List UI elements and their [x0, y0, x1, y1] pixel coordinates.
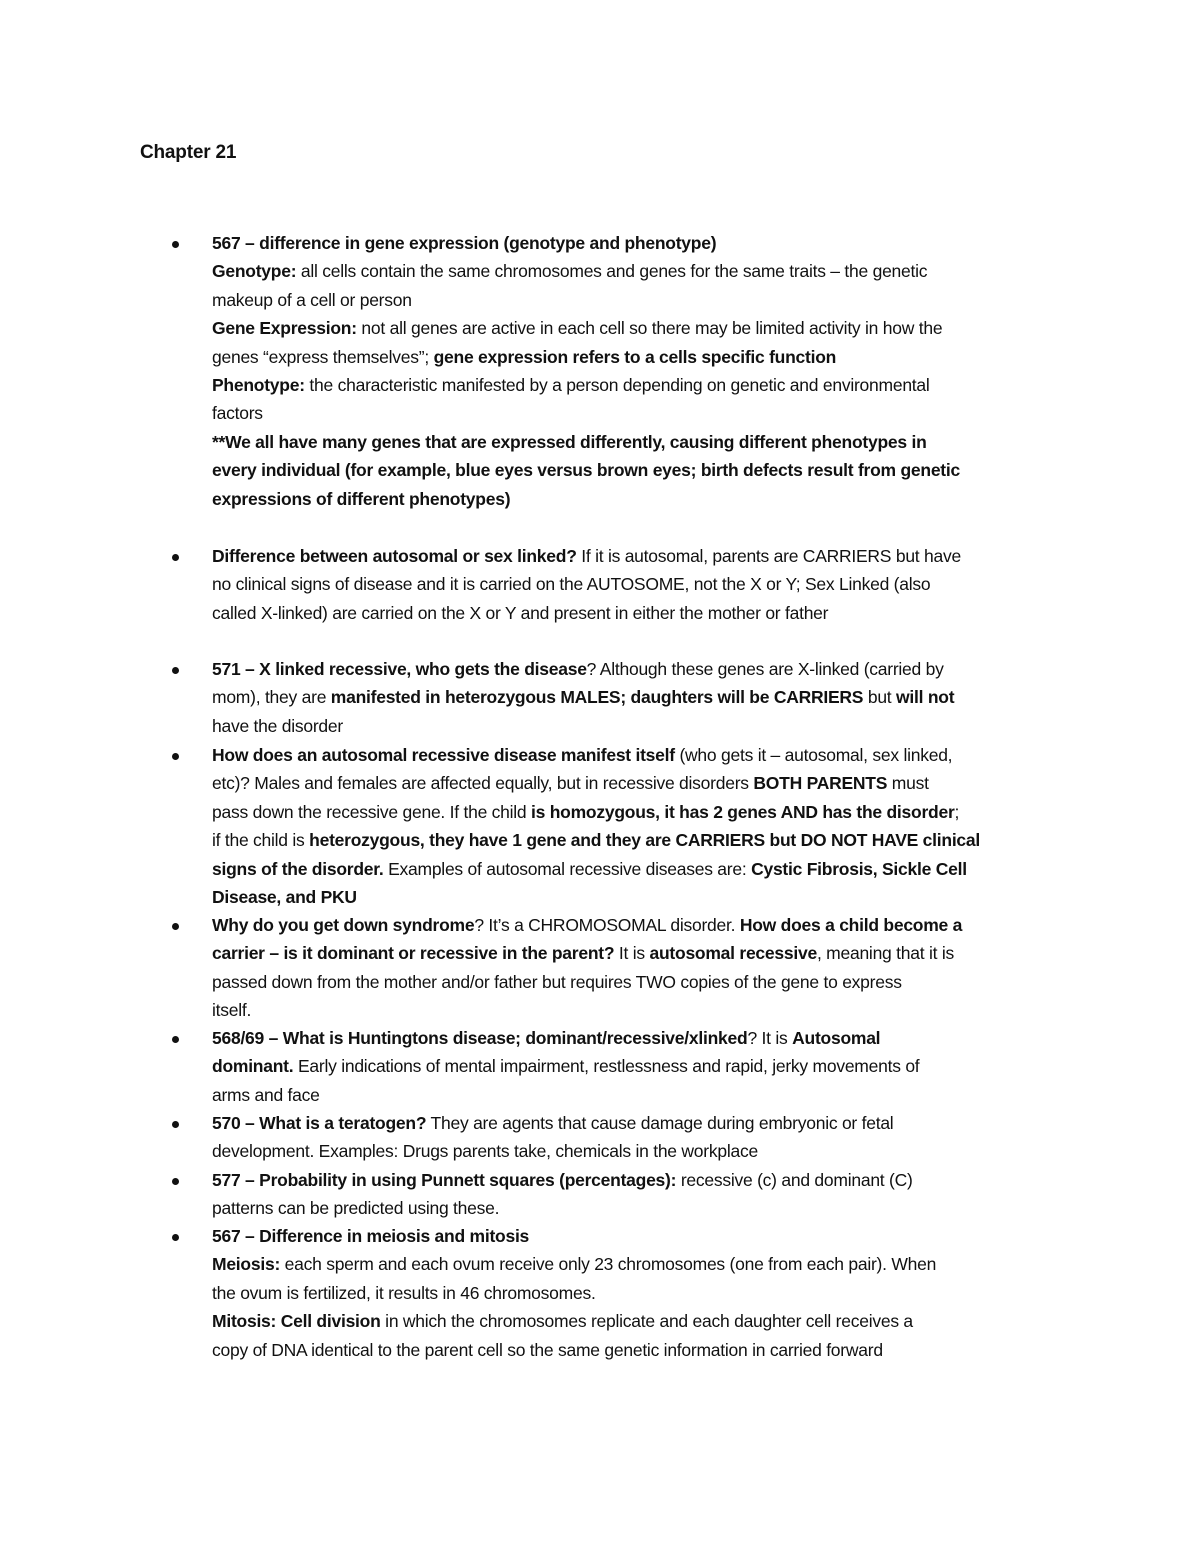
- bold-text: Difference between autosomal or sex linked?: [212, 546, 577, 566]
- text-line: [212, 826, 1062, 854]
- bold-text: How does an autosomal recessive disease manifest itself: [212, 745, 675, 765]
- text: the ovum is fertilized, it results in 46 chromosomes.: [212, 1282, 596, 1303]
- text: no clinical signs of disease and it is carried on the AUTOSOME, not the X or Y; Sex Linked (also: [212, 574, 931, 595]
- text: development. Examples: Drugs parents take, chemicals in the workplace: [212, 1141, 758, 1162]
- text-line: [212, 428, 1062, 456]
- bold-text: gene expression refers to a cells specific function: [433, 346, 837, 367]
- bold-text: manifested in heterozygous MALES; daughters will be CARRIERS: [330, 687, 864, 708]
- text: (who gets it – autosomal, sex linked,: [674, 745, 953, 765]
- text: Early indications of mental impairment, restlessness and rapid, jerky movements of: [293, 1056, 920, 1077]
- text: each sperm and each ovum receive only 23 chromosomes (one from each pair). When: [280, 1254, 937, 1275]
- bullet-icon: [172, 1234, 179, 1241]
- text-line: [212, 1279, 1062, 1307]
- bold-text: Phenotype:: [212, 375, 305, 396]
- bold-text: 567 – difference in gene expression (genotype and phenotype): [212, 233, 717, 253]
- text: the characteristic manifested by a person depending on genetic and environmental: [304, 375, 930, 396]
- bold-text: How does a child become a: [739, 915, 963, 935]
- bold-text: Autosomal: [792, 1028, 881, 1048]
- bold-text: Genotype:: [212, 261, 297, 282]
- text-line: [212, 371, 1062, 399]
- bold-text: Why do you get down syndrome: [212, 915, 475, 935]
- bullet-icon: [172, 753, 179, 760]
- bold-text: signs of the disorder.: [212, 858, 384, 879]
- chapter-title: Chapter 21: [140, 142, 237, 163]
- bullet-icon: [172, 1121, 179, 1128]
- text-line: [212, 741, 1062, 769]
- text: itself.: [212, 1000, 252, 1021]
- bullet-icon: [172, 667, 179, 674]
- bold-text: Mitosis: Cell division: [212, 1311, 381, 1332]
- text-line: [212, 399, 1062, 427]
- bullet-icon: [172, 554, 179, 561]
- text: called X-linked) are carried on the X or Y and present in either the mother or father: [212, 602, 829, 623]
- text-line: [212, 314, 1062, 342]
- text: all cells contain the same chromosomes and genes for the same traits – the genetic: [296, 261, 928, 282]
- text: ;: [954, 801, 960, 822]
- text-line: [212, 911, 1062, 939]
- text-line: [212, 1222, 1062, 1250]
- bold-text: Meiosis:: [212, 1254, 281, 1275]
- text: pass down the recessive gene. If the child: [212, 801, 532, 822]
- text-line: [212, 1194, 1062, 1222]
- text-line: [212, 1081, 1062, 1109]
- text: recessive (c) and dominant (C): [676, 1170, 913, 1190]
- text-line: [212, 712, 1062, 740]
- text: genes “express themselves”;: [212, 346, 434, 367]
- text: , meaning that it is: [816, 943, 954, 964]
- text-line: [212, 485, 1062, 513]
- text-line: [212, 968, 1062, 996]
- text: in which the chromosomes replicate and each daughter cell receives a: [380, 1311, 913, 1332]
- text-line: [212, 798, 1062, 826]
- text-line: [212, 855, 1062, 883]
- bold-text: 571 – X linked recessive, who gets the disease: [212, 659, 587, 679]
- text-line: [212, 655, 1062, 683]
- text-line: [212, 599, 1062, 627]
- list-item: [212, 229, 1062, 513]
- text-line: [212, 769, 1062, 797]
- text-line: [212, 996, 1062, 1024]
- bold-text: heterozygous, they have 1 gene and they are CARRIERS but DO NOT HAVE clinical: [309, 830, 981, 851]
- text: if the child is: [212, 830, 310, 851]
- text-line: [212, 542, 1062, 570]
- text: etc)? Males and females are affected equally, but in recessive disorders: [212, 773, 754, 794]
- text-line: [212, 1307, 1062, 1335]
- bold-text: **We all have many genes that are expressed differently, causing different phenotypes in: [212, 431, 927, 452]
- bold-text: 570 – What is a teratogen?: [212, 1113, 427, 1133]
- text-line: [212, 229, 1062, 257]
- text: If it is autosomal, parents are CARRIERS but have: [576, 546, 961, 566]
- list-item: [212, 1222, 1062, 1364]
- text: It is: [614, 943, 650, 964]
- text-line: [212, 939, 1062, 967]
- text: not all genes are active in each cell so there may be limited activity in how the: [356, 318, 943, 339]
- text-line: [212, 570, 1062, 598]
- text-line: [212, 1166, 1062, 1194]
- text-line: [212, 883, 1062, 911]
- list-item: [212, 655, 1062, 740]
- bold-text: carrier – is it dominant or recessive in the parent?: [212, 943, 615, 964]
- text: makeup of a cell or person: [212, 289, 412, 310]
- text: must: [887, 773, 929, 794]
- list-item: [212, 1024, 1062, 1109]
- text: but: [863, 687, 897, 708]
- list-item: [212, 741, 1062, 911]
- text-line: [212, 1250, 1062, 1278]
- list-item: [212, 911, 1062, 1025]
- bold-text: dominant.: [212, 1056, 294, 1077]
- bullet-icon: [172, 241, 179, 248]
- bold-text: Disease, and PKU: [212, 887, 357, 908]
- bullet-icon: [172, 1036, 179, 1043]
- bold-text: Cystic Fibrosis, Sickle Cell: [751, 858, 967, 879]
- list-item: [212, 1109, 1062, 1166]
- text-line: [212, 286, 1062, 314]
- text: patterns can be predicted using these.: [212, 1198, 500, 1219]
- bold-text: will not: [896, 687, 955, 708]
- bold-text: expressions of different phenotypes): [212, 488, 511, 509]
- text: have the disorder: [212, 715, 343, 736]
- bold-text: BOTH PARENTS: [753, 773, 888, 794]
- text: arms and face: [212, 1084, 320, 1105]
- text: They are agents that cause damage during embryonic or fetal: [426, 1113, 894, 1133]
- text-line: [212, 343, 1062, 371]
- bold-text: is homozygous, it has 2 genes AND has the disorder: [531, 801, 955, 822]
- text-line: [212, 683, 1062, 711]
- bold-text: 567 – Difference in meiosis and mitosis: [212, 1226, 530, 1246]
- text-line: [212, 1109, 1062, 1137]
- text-line: [212, 1024, 1062, 1052]
- text-line: [212, 1052, 1062, 1080]
- list-item: [212, 542, 1062, 627]
- text: ? It is: [747, 1028, 793, 1048]
- text-line: [212, 257, 1062, 285]
- list-item: [212, 1166, 1062, 1223]
- text-line: [212, 1336, 1062, 1364]
- bold-text: autosomal recessive: [649, 943, 817, 964]
- text-line: [212, 456, 1062, 484]
- text: copy of DNA identical to the parent cell so the same genetic information in carried forward: [212, 1339, 883, 1360]
- bold-text: Gene Expression:: [212, 318, 357, 339]
- text: mom), they are: [212, 687, 331, 708]
- text: ? It’s a CHROMOSOMAL disorder.: [474, 915, 740, 935]
- bold-text: every individual (for example, blue eyes versus brown eyes; birth defects result from genetic: [212, 460, 960, 481]
- bold-text: 568/69 – What is Huntingtons disease; dominant/recessive/xlinked: [212, 1028, 748, 1048]
- bullet-icon: [172, 1178, 179, 1185]
- text: ? Although these genes are X-linked (carried by: [586, 659, 944, 679]
- bullet-icon: [172, 923, 179, 930]
- text-line: [212, 1137, 1062, 1165]
- text: passed down from the mother and/or father but requires TWO copies of the gene to express: [212, 971, 902, 992]
- text: Examples of autosomal recessive diseases are:: [383, 858, 752, 879]
- bold-text: 577 – Probability in using Punnett squares (percentages):: [212, 1170, 677, 1190]
- text: factors: [212, 403, 263, 424]
